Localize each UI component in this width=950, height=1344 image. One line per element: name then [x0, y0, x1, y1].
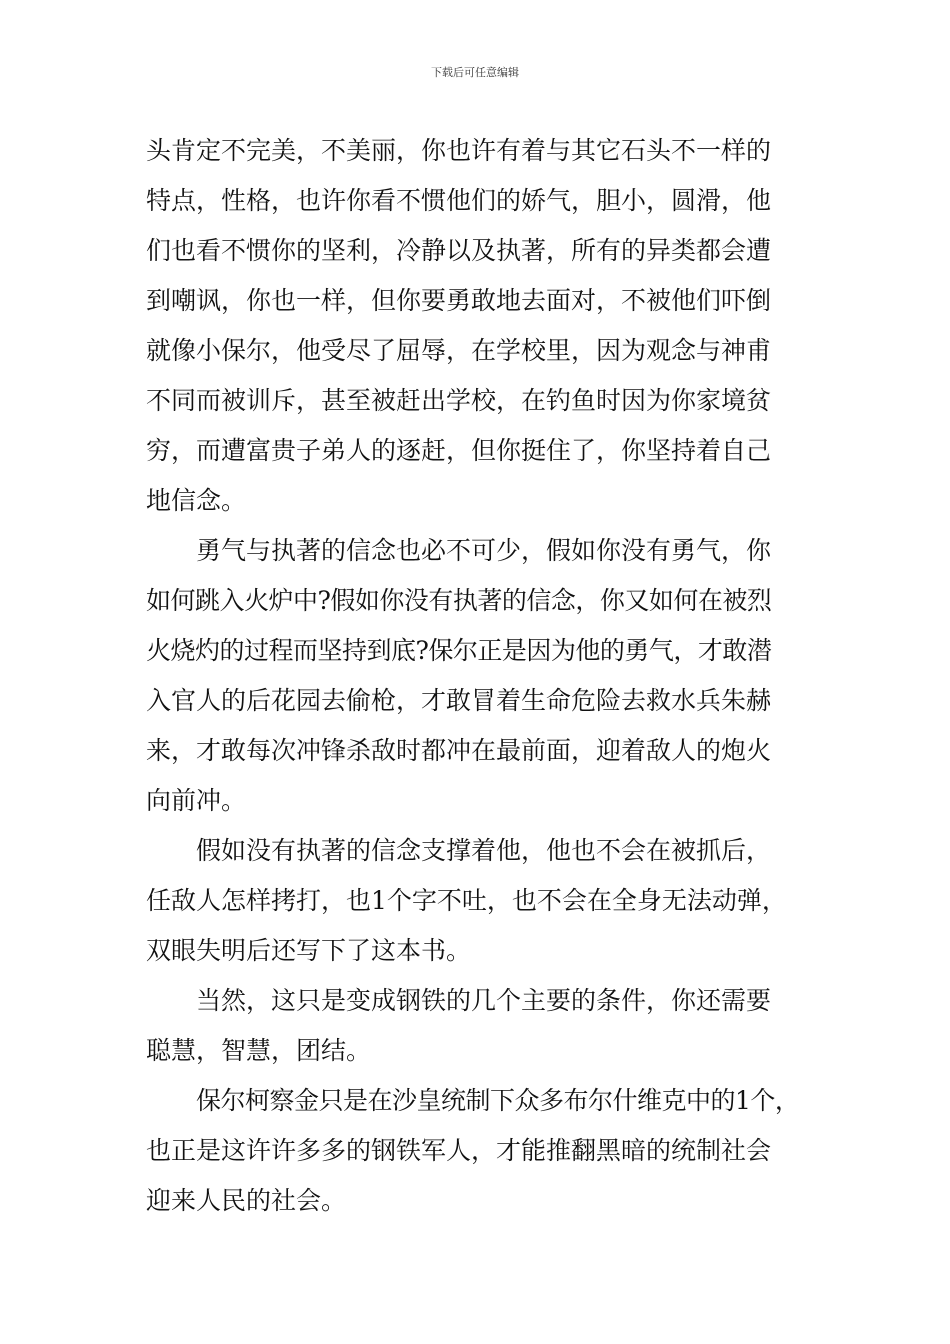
text-line: 如何跳入火炉中?假如你没有执著的信念，你又如何在被烈 [146, 586, 772, 615]
paragraph-start-line: 勇气与执著的信念也必不可少，假如你没有勇气，你 [196, 536, 772, 565]
paragraph-start-line: 保尔柯察金只是在沙皇统制下众多布尔什维克中的1个， [196, 1086, 800, 1115]
page-header: 下载后可任意编辑 [431, 66, 519, 79]
text-line: 聪慧，智慧，团结。 [146, 1036, 372, 1065]
text-line: 们也看不惯你的坚利，冷静以及执著，所有的异类都会遭 [146, 236, 772, 265]
text-line: 火烧灼的过程而坚持到底?保尔正是因为他的勇气，才敢潜 [146, 636, 772, 665]
text-line: 地信念。 [146, 486, 247, 515]
text-line: 迎来人民的社会。 [146, 1186, 347, 1215]
text-line: 不同而被训斥，甚至被赶出学校，在钓鱼时因为你家境贫 [146, 386, 772, 415]
text-line: 头肯定不完美，不美丽，你也许有着与其它石头不一样的 [146, 136, 772, 165]
text-line: 就像小保尔，他受尽了屈辱，在学校里，因为观念与神甫 [146, 336, 772, 365]
text-line: 穷，而遭富贵子弟人的逐赶，但你挺住了，你坚持着自己 [146, 436, 772, 465]
text-line: 双眼失明后还写下了这本书。 [146, 936, 472, 965]
text-line: 向前冲。 [146, 786, 247, 815]
text-line: 来，才敢每次冲锋杀敌时都冲在最前面，迎着敌人的炮火 [146, 736, 772, 765]
body-text [146, 126, 816, 1226]
text-line: 也正是这许许多多的钢铁军人，才能推翻黑暗的统制社会 [146, 1136, 772, 1165]
paragraph-start-line: 假如没有执著的信念支撑着他，他也不会在被抓后， [196, 836, 772, 865]
text-line: 特点，性格，也许你看不惯他们的娇气，胆小，圆滑，他 [146, 186, 772, 215]
text-line: 入官人的后花园去偷枪，才敢冒着生命危险去救水兵朱赫 [146, 686, 772, 715]
text-line: 任敌人怎样拷打，也1个字不吐，也不会在全身无法动弹， [146, 886, 787, 915]
text-line: 到嘲讽，你也一样，但你要勇敢地去面对，不被他们吓倒 [146, 286, 772, 315]
paragraph-start-line: 当然，这只是变成钢铁的几个主要的条件，你还需要 [196, 986, 772, 1015]
